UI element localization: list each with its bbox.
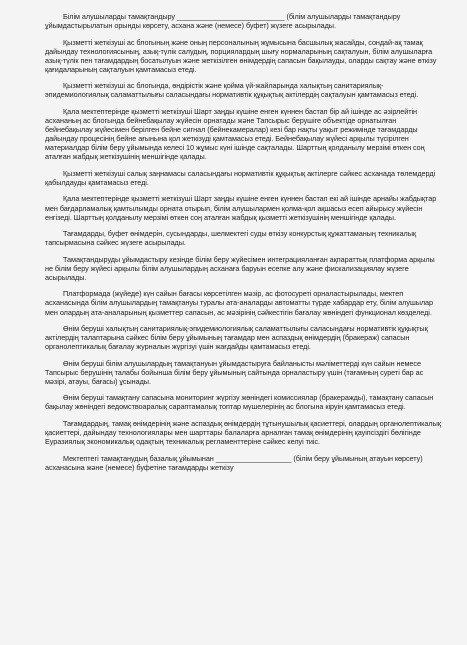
paragraph-12: Өнім беруші тамақтану сапасына мониторинг жүргізу жөніндегі комиссиялар (бракеражды), тамақтану сапасын бақылау жөніндегі ведомствоаралық сараптамалық топтар мүшелерінің ас блогына кіруін қамтамасыз етеді. (45, 393, 434, 412)
paragraph-8: Тамақтандыруды ұйымдастыру кезінде білім беру жүйесімен интеграцияланған ақпараттық платформа арқылы не білім беру жүйесі арқылы білім алушылардың асханаға баруын есепке алу және фискализациялау жүзеге асырылады. (45, 254, 435, 282)
paragraph-6: Қала мектептерінде қызметті жеткізуші Шарт заңды күшіне енген күннен бастап екі ай ішінде арнайы жабдықтар мен бағдарламалық қамтылымды орната отырып, білім алушылармен қолма-қол ақшасыз есеп айырысу жүйесін енгізеді. Шарттың қолданылу мерзімі өткен соң аталған жабдық қызметті жеткізушінің меншігінде қалады. (45, 194, 437, 222)
paragraph-13: Тағамдардың, тамақ өнімдерінің және аспаздық өнімдердің тұтынушылық қасиеттері, олардың органолептикалық қасиеттері, дайындау технологиялары мен шарттары балаларға арналған тамақ өнімдерінің қауіпсіздігі бөлігінде Еуразиялық экономикалық одақтың техникалық регламенттеріне сәйкес келуі тиіс. (45, 418, 441, 447)
paragraph-10: Өнім беруші халықтың санитариялық-эпидемиологиялық саламаттылығы саласындағы нормативтік құқықтық актілердің талаптарына сәйкес білім беру ұйымының тағамдар мен аспаздық өнімдердің (бракераж) сапасын органолептикалық бағалау журналын жүргізуі үшін жағдайды қамтамасыз етеді. (45, 324, 428, 352)
paragraph-4: Қала мектептерінде қызметті жеткізуші Шарт заңды күшіне енген күннен бастап бір ай ішінде ас әзірлейтін асхананың ас блогында бейнебақылау жүйесін орнатады және Тапсырыс берушіге объектіде орнатылған бейнебақылау жүйесімен берілген бейне сигнал (бейнекамералар) кезі бар нақты уақыт режимінде тағамдарды дайындау процесінің бейне ағынына қол жеткізуді қамтамасыз етеді. Бейнебақылау жүйесі арқылы түсірілген материалдар білім беру ұйымында келесі 10 жұмыс күні ішінде сақталады. Шарттың қолданылу мерзімі өткен соң аталған жабдық жеткізушінің меншігінде қалады. (45, 106, 425, 162)
paragraph-9: Платформада (жүйеде) күн сайын бағасы көрсетілген мәзір, ас фотосуреті орналастырылады, мектеп асханасында білім алушылардың тамақтануы туралы ата-аналарды автоматты түрде хабардар ету, білім алушылар мен олардың ата-аналарының қызметтер сапасын, ас мәзірінің сәйкестігін бағалау жөніндегі функционал көзделеді. (45, 289, 434, 317)
paragraph-14: Мектептегі тамақтанудың базалық ұйымынан ___________________ (білім беру ұйымының атауын көрсету) асханасына және (немесе) буфетіне тағамдарды жеткізу (45, 453, 423, 472)
paragraph-7: Тағамдарды, буфет өнімдерін, сусындарды, шелмектегі суды өткізу конкурстық құжаттаманың техникалық тапсырмасына сәйкес жүзеге асырылады. (45, 229, 417, 248)
paragraph-5: Қызметті жеткізуші салық заңнамасы саласындағы нормативтік құқықтық актілерге сәйкес асханада төлемдерді қабылдауды қамтамасыз етеді. (45, 168, 436, 187)
paragraph-2: Қызметті жеткізуші ас блогының және оның персоналының жұмысына басшылық жасайды, сондай-ақ тамақ дайындау технологиясының, азық-түлік салудың, порциялардың шығу нормаларының сақталуын, білім алушыларға азық-түлік пен тағамдардың босатылуын және жеткізілген өнімдердің сапасын бақылауды, оларды сақтау және өткізу қағидаларының сақталуын қамтамасыз етеді. (45, 37, 437, 74)
paragraph-1: Білім алушыларды тамақтандыру ___________________________ (білім алушыларды тамақтандыру ұйымдастырылатын орынды көрсету, асхана және (немесе) буфет) жүзеге асырылады. (45, 12, 401, 31)
paragraph-11: Өнім беруші білім алушылардың тамақтануын ұйымдастыруға байланысты мәліметтерді күн сайын немесе Тапсырыс берушінің талабы бойынша білім беру ұйымының сайтында орналастыру үшін (тағамның суреті бар ас мәзірі, атауы, бағасы) ұсынады. (45, 358, 424, 386)
paragraph-3: Қызметті жеткізуші ас блогында, өндірістік және қойма үй-жайларында халықтың санитариялық-эпидемиологиялық саламаттылығы саласындағы нормативтік құқықтық актілердің сақталуын қамтамасыз етеді. (45, 81, 419, 100)
